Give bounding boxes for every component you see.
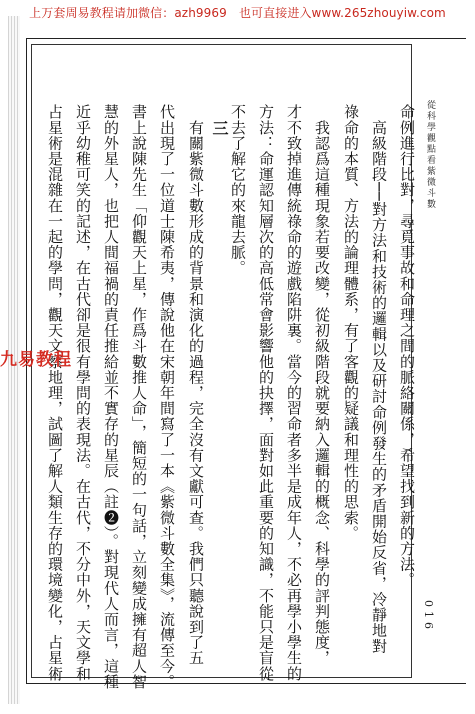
section-heading: 三 (210, 120, 229, 137)
text-column-3: 祿命的本質、方法的論理體系，有了客觀的疑議和理性的思索。 (342, 104, 360, 541)
text-column-5: 才不致掉進傳統祿命的遊戲陷阱裏。當今的習命者多半是成年人，不必再學小學生的 (285, 104, 303, 682)
promo-banner: 上万套周易教程请加微信：azh9969 也可直接进入www.265zhouyiw.com (29, 6, 446, 20)
text-column-1: 命例進行比對，尋覓事故和命理之間的脈絡關係，希望找到新的方法。 (398, 104, 416, 588)
text-column-8: 有關紫微斗數形成的背景和演化的過程，完全沒有文獻可查。我們只聽說到了五 (187, 104, 205, 666)
watermark-text: 九易教程 (0, 350, 72, 370)
text-column-7: 不去了解它的來龍去脈。 (229, 104, 247, 276)
text-column-6: 方法：命運認知層次的高低常會影響他的抉擇，面對如此重要的知識，不能只是盲從 (257, 104, 275, 682)
text-column-4: 我認爲這種現象若要改變，從初級階段就要納入邏輯的概念、科學的評判態度， (313, 104, 331, 666)
text-column-2: 高級階段──對方法和技術的邏輯以及研討命例發生的矛盾開始反省，冷靜地對 (370, 104, 388, 654)
text-column-13: 占星術是混雜在一起的學問，觀天文察地理，試圖了解人類生存的環境變化，占星術 (46, 104, 64, 682)
text-column-10: 書上說陳先生「仰觀天上星，作爲斗數推人命」，簡短的一句話，立刻變成擁有超人智 (130, 104, 148, 690)
running-head: 從科學觀點看紫微斗數 (425, 100, 435, 210)
text-column-12: 近乎幼稚可笑的記述，在古代卻是很有學問的表現法。在古代，不分中外，天文學和 (74, 104, 92, 682)
text-column-11: 慧的外星人，也把人間福禍的責任推給並不實存的星辰（註❷）。對現代人而言，這種 (102, 104, 120, 690)
page-number: 016 (422, 600, 435, 633)
text-column-9: 代出現了一位道士陳希夷，傳說他在宋朝年間寫了一本《紫微斗數全集》，流傳至今。 (158, 104, 176, 690)
